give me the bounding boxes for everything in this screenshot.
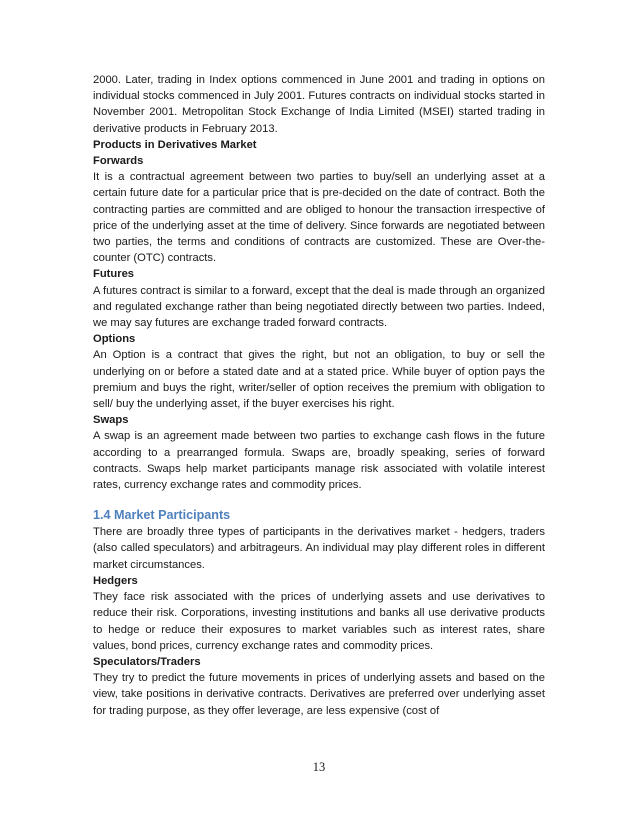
intro-paragraph: 2000. Later, trading in Index options commenced in June 2001 and trading in options on individual stocks commenced in July 2001. Futures contracts on individual stocks started in November 2001. Metropolitan Stock Exchange of India Limited (MSEI) started trading in derivative products in February 2013. [93,74,545,135]
participants-paragraph: There are broadly three types of participants in the derivatives market - hedgers, traders (also called speculators) and arbitrageurs. An individual may play different roles in different market circumstances. [93,526,545,571]
swaps-heading: Swaps [93,414,129,427]
page-number: 13 [312,760,326,774]
section-title-market-participants: 1.4 Market Participants [93,508,231,523]
products-heading: Products in Derivatives Market [93,138,257,151]
swaps-paragraph: A swap is an agreement made between two parties to exchange cash flows in the future according to a prearranged formula. Swaps are, broadly speaking, series of forward contracts. Swaps help market participants manage risk associated with volatile interest rates, currency exchange rates and commodity prices. [93,430,545,492]
options-paragraph: An Option is a contract that gives the right, but not an obligation, to buy or sell the underlying on or before a stated date and at a stated price. While buyer of option pays the premium and buys the right, writer/seller of option receives the premium with obligation to sell/ buy the underlying asset, if the buyer exercises his right. [93,349,545,411]
document-page [93,72,545,719]
options-heading: Options [93,333,136,346]
hedgers-heading: Hedgers [93,574,138,587]
futures-paragraph: A futures contract is similar to a forward, except that the deal is made through an organized and regulated exchange rather than being negotiated directly between two parties. Indeed, we may say futures are exchange traded forward contracts. [93,284,545,330]
speculators-paragraph: They try to predict the future movements in prices of underlying assets and based on the view, take positions in derivative contracts. Derivatives are preferred over underlying asset for trading purpose, as they offer leverage, are less expensive (cost of [93,672,545,717]
hedgers-paragraph: They face risk associated with the prices of underlying assets and use derivatives to reduce their risk. Corporations, investing institutions and banks all use derivative products to hedge or reduce their exposures to market variables such as interest rates, share values, bond prices, currency exchange rates and commodity prices. [93,591,545,652]
speculators-heading: Speculators/Traders [93,655,201,668]
forwards-heading: Forwards [93,155,144,168]
futures-heading: Futures [93,268,135,281]
forwards-paragraph: It is a contractual agreement between two parties to buy/sell an underlying asset at a certain future date for a particular price that is pre-decided on the date of contract. Both the contracting parties are committed and are obliged to honour the transaction irrespective of price of the underlying asset at the time of delivery. Since forwards are negotiated between two parties, the terms and conditions of contracts are customized. These are Over-the-counter (OTC) contracts. [93,171,545,265]
